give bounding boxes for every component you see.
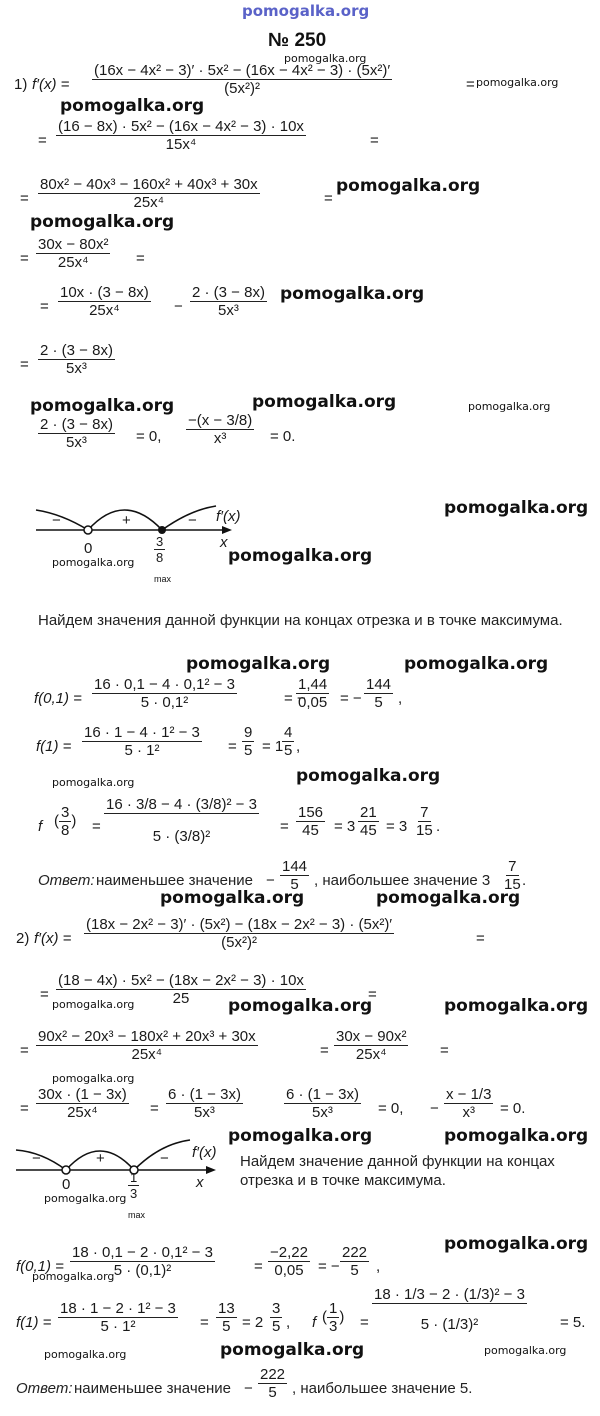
equals-sign: = xyxy=(476,930,485,947)
numerator: 10x · (3 − 8x) xyxy=(60,284,149,301)
axis-arrow xyxy=(222,526,232,534)
formula-fraction xyxy=(36,1086,129,1121)
formula-fraction xyxy=(242,724,254,759)
denominator: (5x²)² xyxy=(224,80,260,97)
numerator: 21 xyxy=(360,804,377,821)
part2-lhs: f′(x) = xyxy=(34,930,72,947)
formula-fraction xyxy=(38,416,115,451)
problem-title: № 250 xyxy=(268,30,327,51)
denominator: 0,05 xyxy=(274,1262,304,1279)
comma: , xyxy=(376,1258,381,1275)
equals-sign: = xyxy=(360,1314,369,1331)
numerator: 80x² − 40x³ − 160x² + 40x³ + 30x xyxy=(40,176,258,193)
numerator: 16 · 0,1 − 4 · 0,1² − 3 xyxy=(94,676,235,693)
numerator: (16x − 4x² − 3)′ · 5x² − (16x − 4x² − 3) · (5x²)′ xyxy=(94,62,391,79)
formula-fraction xyxy=(296,676,329,711)
comma: , xyxy=(398,690,403,707)
value-lhs: f(0,1) = xyxy=(16,1258,64,1275)
denominator: x³ xyxy=(462,1104,475,1121)
numerator: 144 xyxy=(282,858,308,875)
numerator: 13 xyxy=(218,1300,235,1317)
numerator: 30x − 80x² xyxy=(38,236,109,253)
denominator: 25x⁴ xyxy=(57,254,89,271)
sign-plus: + xyxy=(96,1150,105,1167)
result: = 5. xyxy=(560,1314,586,1331)
equation-rhs: = 0. xyxy=(270,428,296,445)
watermark: pomogalka.org xyxy=(220,1340,365,1360)
denominator: 5 xyxy=(268,1384,277,1401)
derivative-label: f′(x) xyxy=(192,1144,217,1161)
axis-x-label: x xyxy=(220,534,228,551)
answer-text: наименьшее значение xyxy=(74,1380,231,1397)
numerator: 3 xyxy=(272,1300,281,1317)
watermark: pomogalka.org xyxy=(186,654,331,674)
equation-rhs: = 0, xyxy=(136,428,162,445)
watermark-small: pomogalka.org xyxy=(52,1072,135,1085)
max-label: max xyxy=(128,1210,146,1220)
watermark: pomogalka.org xyxy=(30,396,175,416)
equals-sign: = xyxy=(150,1100,159,1117)
denominator: 5 xyxy=(284,742,293,759)
denominator: 3 xyxy=(329,1318,338,1335)
filled-point xyxy=(158,526,166,534)
numerator: 30x − 90x² xyxy=(336,1028,407,1045)
equals-sign: = xyxy=(40,986,49,1003)
watermark: pomogalka.org xyxy=(444,498,589,518)
formula-fraction xyxy=(284,1086,361,1121)
denominator: 15 xyxy=(504,876,521,893)
formula-fraction xyxy=(282,724,294,759)
watermark: pomogalka.org xyxy=(404,654,549,674)
equals-sign: = xyxy=(324,190,333,207)
watermark: pomogalka.org xyxy=(280,284,425,304)
value-lhs: f(1) = xyxy=(36,738,72,755)
numerator: −(x − 3/8) xyxy=(188,412,253,429)
denominator: 25x⁴ xyxy=(89,302,120,319)
watermark: pomogalka.org xyxy=(228,546,373,566)
watermark-small: pomogalka.org xyxy=(52,776,135,789)
numerator: 144 xyxy=(366,676,392,693)
formula-fraction xyxy=(372,1286,527,1333)
numerator: 6 · (1 − 3x) xyxy=(168,1086,241,1103)
equals-minus: = − xyxy=(340,690,362,707)
numerator: (18x − 2x² − 3)′ · (5x²) − (18x − 2x² − 3) · (5x²)′ xyxy=(86,916,393,933)
denominator: 8 xyxy=(61,822,70,839)
numerator: 222 xyxy=(342,1244,368,1261)
numerator: 4 xyxy=(284,724,293,741)
watermark-small: pomogalka.org xyxy=(484,1344,567,1357)
answer-label: Ответ: xyxy=(38,872,95,889)
watermark-small: pomogalka.org xyxy=(52,998,135,1011)
equals-sign: = xyxy=(254,1258,263,1275)
denominator: 5x³ xyxy=(194,1104,215,1121)
watermark-small: pomogalka.org xyxy=(44,1192,127,1205)
denominator: 3 xyxy=(130,1186,138,1201)
formula-fraction xyxy=(358,804,379,839)
denominator: 5 · (0,1)² xyxy=(113,1262,172,1279)
equals-sign: = xyxy=(20,1042,29,1059)
equation-rhs: = 0. xyxy=(500,1100,526,1117)
numerator: 18 · 0,1 − 2 · 0,1² − 3 xyxy=(72,1244,213,1261)
denominator: 5x³ xyxy=(66,360,87,377)
equals-sign: = xyxy=(20,190,29,207)
denominator: 25x⁴ xyxy=(131,1046,163,1063)
watermark-small: pomogalka.org xyxy=(284,52,367,65)
formula-fraction xyxy=(38,176,260,211)
numerator: 3 xyxy=(61,804,70,821)
point-max xyxy=(154,534,165,565)
numerator: 9 xyxy=(244,724,253,741)
watermark: pomogalka.org xyxy=(444,1234,589,1254)
axis-x-label: x xyxy=(196,1174,204,1191)
numerator: 2 · (3 − 8x) xyxy=(192,284,265,301)
formula-fraction xyxy=(166,1086,243,1121)
denominator: 25x⁴ xyxy=(67,1104,98,1121)
denominator: 25x⁴ xyxy=(133,194,165,211)
comma: , xyxy=(296,738,301,755)
watermark: pomogalka.org xyxy=(376,888,521,908)
minus-sign: − xyxy=(266,872,275,889)
denominator: 5 xyxy=(272,1318,281,1335)
minus-sign: − xyxy=(430,1100,439,1117)
numerator: 222 xyxy=(260,1366,286,1383)
formula-fraction xyxy=(84,916,394,951)
numerator: 1,44 xyxy=(298,676,328,693)
denominator: 5x³ xyxy=(312,1104,333,1121)
arc-left xyxy=(36,510,88,530)
denominator: (5x²)² xyxy=(221,934,257,951)
max-label: max xyxy=(154,574,172,584)
formula-fraction xyxy=(270,1300,282,1335)
formula-fraction xyxy=(92,62,392,97)
equals-sign: = xyxy=(40,298,49,315)
equals-sign: = xyxy=(320,1042,329,1059)
formula-fraction xyxy=(58,1300,178,1335)
equals-sign: = xyxy=(280,818,289,835)
formula-fraction xyxy=(58,284,151,319)
equals-sign: = xyxy=(368,986,377,1003)
watermark: pomogalka.org xyxy=(30,212,175,232)
denominator: x³ xyxy=(213,430,227,447)
watermark-small: pomogalka.org xyxy=(468,400,551,413)
part2-label: 2) xyxy=(16,930,30,947)
comma: , xyxy=(286,1314,291,1331)
watermark-small: pomogalka.org xyxy=(44,1348,127,1361)
watermark: pomogalka.org xyxy=(160,888,305,908)
numerator: 90x² − 20x³ − 180x² + 20x³ + 30x xyxy=(38,1028,256,1045)
denominator: 5 xyxy=(374,694,383,711)
sign-minus: − xyxy=(160,1150,169,1167)
equals-sign: = xyxy=(136,250,145,267)
mixed-whole: = 1 xyxy=(262,738,284,755)
open-point xyxy=(62,1166,70,1174)
note-text: Найдем значение данной функции на концах отрезка и в точке максимума. xyxy=(240,1153,555,1189)
answer-text: , наибольшее значение 5. xyxy=(292,1380,473,1397)
formula-fraction xyxy=(268,1244,310,1279)
equals-sign: = xyxy=(440,1042,449,1059)
watermark: pomogalka.org xyxy=(60,96,205,116)
denominator: 0,05 xyxy=(298,694,328,711)
top-watermark[interactable]: pomogalka.org xyxy=(242,2,370,20)
equals-minus: = − xyxy=(318,1258,340,1275)
numerator: 7 xyxy=(508,858,517,875)
period: . xyxy=(436,818,441,835)
numerator: x − 1/3 xyxy=(446,1086,492,1103)
mixed-whole: = 3 xyxy=(334,818,356,835)
formula-fraction xyxy=(56,118,306,153)
equation-rhs: = 0, xyxy=(378,1100,404,1117)
value-mid: = − xyxy=(284,690,306,707)
watermark: pomogalka.org xyxy=(296,766,441,786)
mixed-whole: = 2 xyxy=(242,1314,264,1331)
watermark: pomogalka.org xyxy=(444,1126,589,1146)
numerator: 30x · (1 − 3x) xyxy=(38,1086,127,1103)
numerator: 2 · (3 − 8x) xyxy=(40,342,113,359)
arc-left xyxy=(16,1150,66,1170)
formula-fraction xyxy=(38,342,115,377)
numerator: 6 · (1 − 3x) xyxy=(286,1086,359,1103)
numerator: (18 − 4x) · 5x² − (18x − 2x² − 3) · 10x xyxy=(58,972,304,989)
axis-arrow xyxy=(206,1166,216,1174)
equals-sign: = xyxy=(20,356,29,373)
sign-minus: − xyxy=(32,1150,41,1167)
formula-fraction xyxy=(414,804,435,839)
point-max xyxy=(128,1170,139,1201)
formula-fraction xyxy=(258,1366,287,1401)
denominator: 5 xyxy=(290,876,299,893)
numerator: (16 − 8x) · 5x² − (16x − 4x² − 3) · 10x xyxy=(58,118,304,135)
watermark-small: pomogalka.org xyxy=(52,556,135,569)
formula-fraction xyxy=(104,796,259,845)
denominator: 25x⁴ xyxy=(355,1046,387,1063)
formula-fraction xyxy=(190,284,267,319)
sign-minus: − xyxy=(52,512,61,529)
formula-fraction xyxy=(364,676,393,711)
value-lhs: f(0,1) = xyxy=(34,690,82,707)
formula-fraction xyxy=(36,1028,258,1063)
argument: ( $\frac{1}{3}$ ) xyxy=(322,1300,345,1335)
watermark-small: pomogalka.org xyxy=(476,76,559,89)
watermark: pomogalka.org xyxy=(444,996,589,1016)
note-text: Найдем значения данной функции на концах отрезка и в точке максимума. xyxy=(38,612,563,629)
value-lhs: f xyxy=(312,1314,317,1331)
answer-text: наименьшее значение xyxy=(96,872,253,889)
denominator: 5 · 0,1² xyxy=(140,694,189,711)
sign-minus: − xyxy=(188,512,197,529)
equals-sign: = xyxy=(38,132,47,149)
answer-text: , наибольшее значение 3 xyxy=(314,872,491,889)
numerator: 3 xyxy=(156,534,164,549)
numerator: 16 · 3/8 − 4 · (3/8)² − 3 xyxy=(106,796,257,813)
formula-fraction xyxy=(334,1028,408,1063)
formula-fraction xyxy=(36,236,110,271)
formula-fraction xyxy=(216,1300,237,1335)
denominator: 5 xyxy=(244,742,253,759)
part1-label: 1) xyxy=(14,76,28,93)
numerator: 7 xyxy=(420,804,429,821)
numerator: 16 · 1 − 4 · 1² − 3 xyxy=(84,724,200,741)
value-lhs: f xyxy=(38,818,43,835)
numerator: 1 xyxy=(329,1300,338,1317)
denominator: 8 xyxy=(156,550,164,565)
numerator: 156 xyxy=(298,804,324,821)
point-zero: 0 xyxy=(84,540,93,557)
formula-fraction xyxy=(444,1086,493,1121)
watermark: pomogalka.org xyxy=(228,996,373,1016)
part1-lhs: f′(x) = xyxy=(32,76,70,93)
formula-fraction xyxy=(92,676,237,711)
formula-fraction xyxy=(186,412,254,447)
sign-plus: + xyxy=(122,512,131,529)
numerator: 18 · 1/3 − 2 · (1/3)² − 3 xyxy=(374,1286,525,1303)
numerator: 18 · 1 − 2 · 1² − 3 xyxy=(60,1300,176,1317)
denominator: 5 · 1² xyxy=(100,1318,136,1335)
equals-sign: = xyxy=(20,250,29,267)
denominator: 5 xyxy=(350,1262,359,1279)
denominator: 5 · (1/3)² xyxy=(420,1316,479,1333)
denominator: 5 · (3/8)² xyxy=(152,828,211,845)
minus-sign: − xyxy=(244,1380,253,1397)
answer-label: Ответ: xyxy=(16,1380,73,1397)
mixed-whole: = 3 xyxy=(386,818,408,835)
numerator: −2,22 xyxy=(270,1244,308,1261)
denominator: 5 xyxy=(222,1318,231,1335)
formula-fraction xyxy=(296,804,325,839)
period: . xyxy=(522,872,527,889)
equals-sign: = xyxy=(466,76,475,93)
denominator: 45 xyxy=(360,822,377,839)
argument: ( $\frac{3}{8}$ ) xyxy=(54,804,77,839)
equals-sign: = xyxy=(92,818,101,835)
denominator: 15x⁴ xyxy=(165,136,197,153)
denominator: 5x³ xyxy=(66,434,87,451)
value-lhs: f(1) = xyxy=(16,1314,52,1331)
watermark-small: pomogalka.org xyxy=(32,1270,115,1283)
equals-sign: = xyxy=(200,1314,209,1331)
point-zero: 0 xyxy=(62,1176,71,1193)
watermark: pomogalka.org xyxy=(252,392,397,412)
denominator: 15 xyxy=(416,822,433,839)
watermark: pomogalka.org xyxy=(336,176,481,196)
denominator: 5 · 1² xyxy=(124,742,160,759)
equals-sign: = xyxy=(20,1100,29,1117)
denominator: 5x³ xyxy=(218,302,239,319)
watermark: pomogalka.org xyxy=(228,1126,373,1146)
minus-sign: − xyxy=(174,298,183,315)
equals-sign: = xyxy=(370,132,379,149)
derivative-label: f′(x) xyxy=(216,508,241,525)
open-point xyxy=(84,526,92,534)
numerator: 1 xyxy=(130,1170,138,1185)
formula-fraction xyxy=(82,724,202,759)
denominator: 25 xyxy=(172,990,190,1007)
equals-sign: = xyxy=(228,738,237,755)
numerator: 2 · (3 − 8x) xyxy=(40,416,113,433)
denominator: 45 xyxy=(302,822,319,839)
formula-fraction xyxy=(340,1244,369,1279)
